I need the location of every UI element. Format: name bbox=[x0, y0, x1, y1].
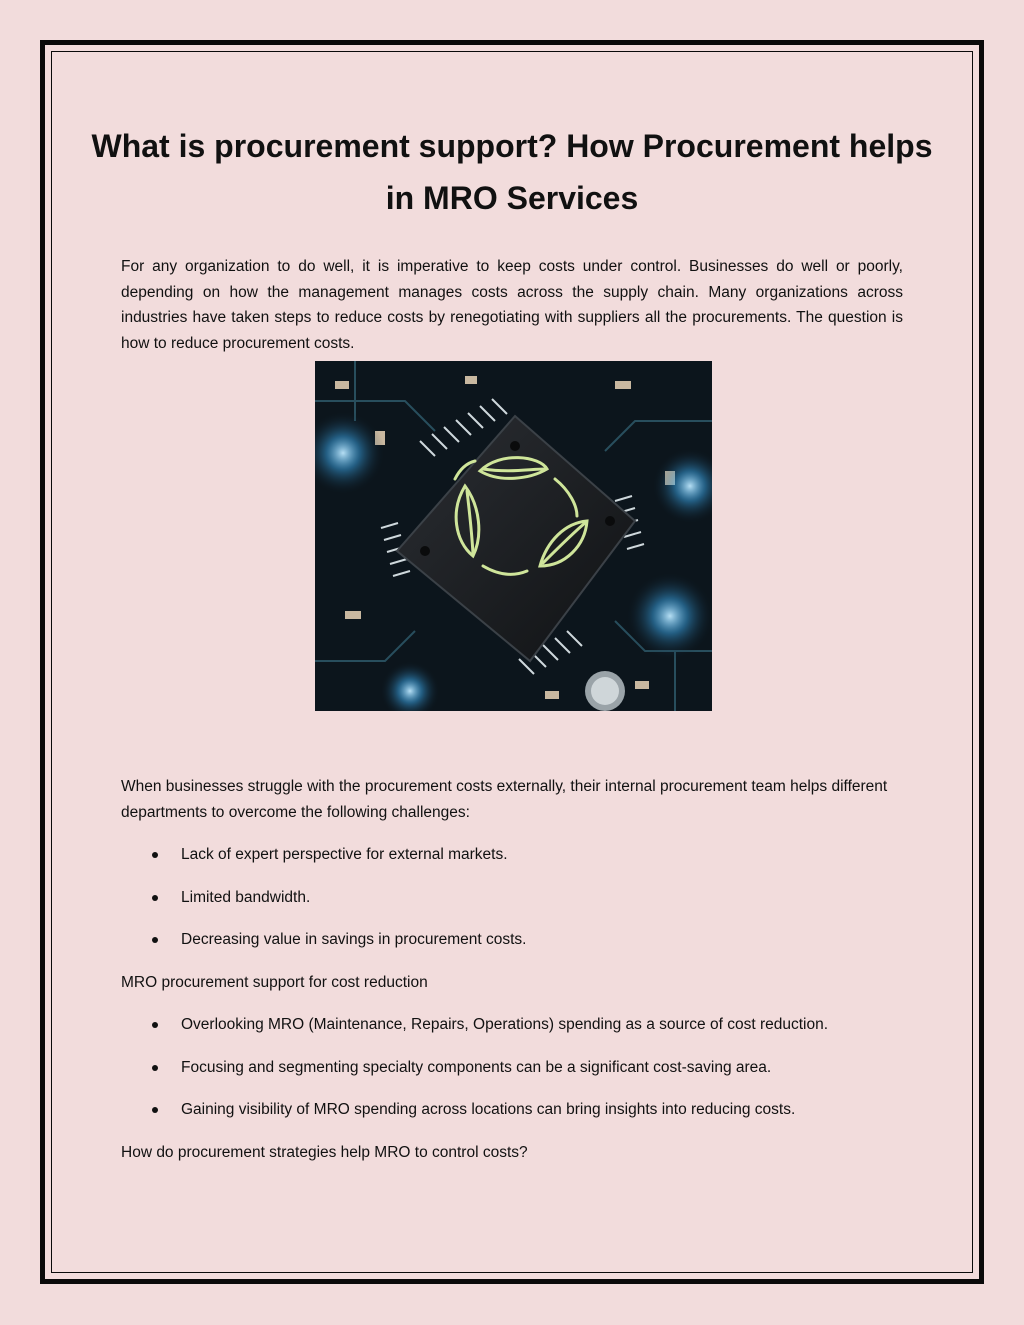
list-item: Decreasing value in savings in procurement costs. bbox=[121, 927, 903, 953]
intro-paragraph: For any organization to do well, it is imperative to keep costs under control. Businesses do well or poorly, depending on how the management manages costs across the supply chain. Many organizations across industries have taken steps to reduce costs by renegotiating with suppliers all the procurements. The question is how to reduce procurement costs. bbox=[121, 258, 903, 352]
mro-heading: MRO procurement support for cost reduction bbox=[121, 973, 428, 991]
list-item: Overlooking MRO (Maintenance, Repairs, Operations) spending as a source of cost reduction. bbox=[121, 1012, 903, 1038]
list-item: Limited bandwidth. bbox=[121, 885, 903, 911]
document-title: What is procurement support? How Procurement helps in MRO Services bbox=[91, 128, 933, 216]
challenges-intro: When businesses struggle with the procurement costs externally, their internal procurement team helps different departments to overcome the following challenges: bbox=[121, 778, 888, 821]
list-item: Focusing and segmenting specialty components can be a significant cost-saving area. bbox=[121, 1055, 903, 1081]
closing-question: How do procurement strategies help MRO to control costs? bbox=[121, 1143, 528, 1161]
bullet-icon bbox=[152, 1022, 158, 1028]
challenges-list bbox=[121, 842, 903, 953]
mro-list bbox=[121, 1012, 903, 1123]
bullet-icon bbox=[152, 1065, 158, 1071]
lower-section bbox=[121, 774, 903, 1165]
bullet-icon bbox=[152, 852, 158, 858]
bullet-icon bbox=[152, 1107, 158, 1113]
list-item: Gaining visibility of MRO spending across locations can bring insights into reducing costs. bbox=[121, 1097, 903, 1123]
document-body bbox=[91, 120, 933, 1161]
list-item: Lack of expert perspective for external markets. bbox=[121, 842, 903, 868]
circuit-chip-image bbox=[315, 361, 712, 711]
bullet-icon bbox=[152, 895, 158, 901]
bullet-icon bbox=[152, 937, 158, 943]
